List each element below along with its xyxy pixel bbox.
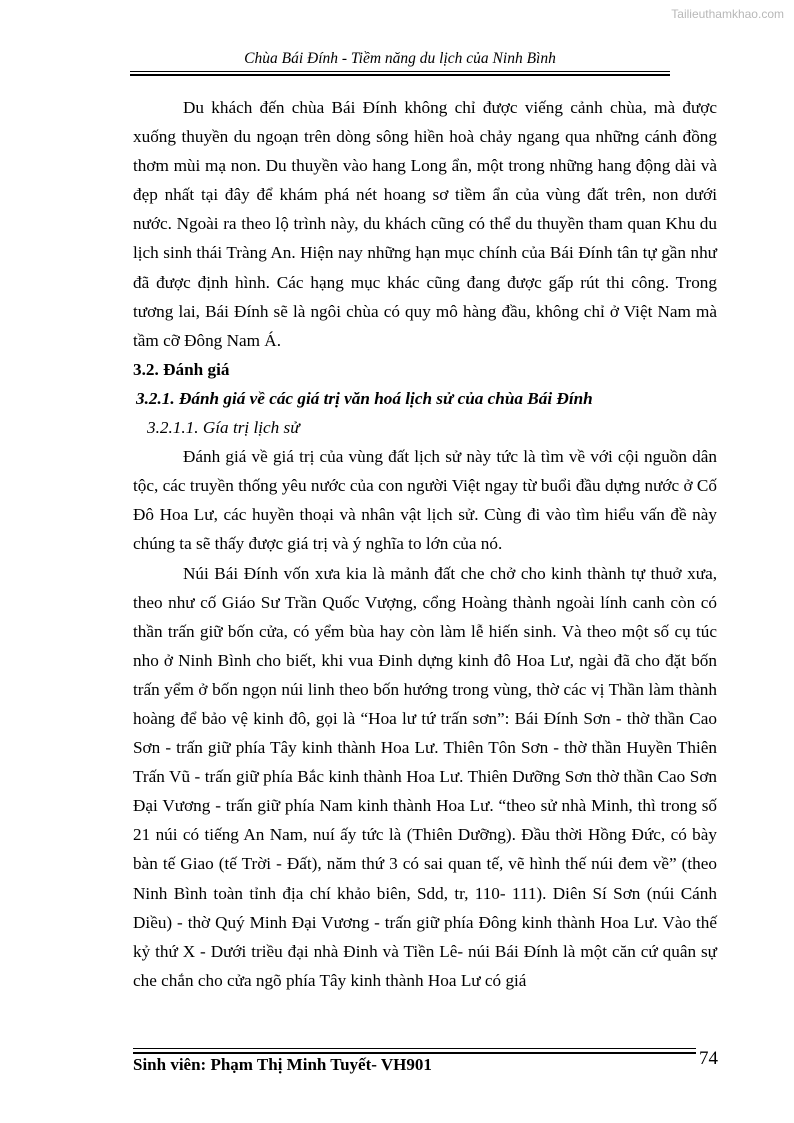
heading-3-2-1-1: 3.2.1.1. Gía trị lịch sử <box>147 418 300 438</box>
header-rule-thin <box>130 71 670 72</box>
header-rule-thick <box>130 74 670 76</box>
heading-3-2-1: 3.2.1. Đánh giá về các giá trị văn hoá lịch sử của chùa Bái Đính <box>136 388 593 408</box>
page-body <box>133 93 717 995</box>
paragraph-tour-description: Du khách đến chùa Bái Đính không chỉ được viếng cảnh chùa, mà được xuống thuyền du ngoạn trên dòng sông hiền hoà chảy ngang qua những cánh đồng thơm mùi mạ non. Du thuyền vào hang Long ẩn, một trong những hang động dài và đẹp nhất tại đây để khám phá nét hoang sơ tiềm ẩn của vùng đất trên, non dưới nước. Ngoài ra theo lộ trình này, du khách cũng có thể du thuyền tham quan Khu du lịch sinh thái Tràng An. Hiện nay những hạn mục chính của Bái Đính tân tự gần như đã được định hình. Các hạng mục khác cũng đang được gấp rút thi công. Trong tương lai, Bái Đính sẽ là ngôi chùa có quy mô hàng đầu, không chỉ ở Việt Nam mà tầm cỡ Đông Nam Á. <box>133 98 717 350</box>
paragraph-historical-value: Đánh giá về giá trị của vùng đất lịch sử này tức là tìm về với cội nguồn dân tộc, các truyền thống yêu nước của con người Việt ngay từ buổi đầu dựng nước ở Cố Đô Hoa Lư, các huyền thoại và nhân vật lịch sử. Cùng đi vào tìm hiểu vấn đề này chúng ta sẽ thấy được giá trị và ý nghĩa to lớn của nó. <box>133 447 717 554</box>
page-header-title: Chùa Bái Đính - Tiềm năng du lịch của Ninh Bình <box>244 50 556 67</box>
paragraph-bai-dinh-mountain: Núi Bái Đính vốn xưa kia là mảnh đất che chở cho kinh thành tự thuở xưa, theo như cố Giáo Sư Trần Quốc Vượng, cổng Hoàng thành ngoài lính canh còn có thần trấn giữ bốn cửa, có yểm bùa hay còn làm lễ hiến sinh. Và theo một số cụ túc nho ở Ninh Bình cho biết, khi vua Đinh dựng kinh đô Hoa Lư, ngài đã cho đặt bốn trấn yểm ở bốn ngọn núi linh theo bốn hướng trong vùng, thờ các vị Thần làm thành hoàng để bảo vệ kinh đô, gọi là “Hoa lư tứ trấn sơn”: Bái Đính Sơn - thờ thần Cao Sơn - trấn giữ phía Tây kinh thành Hoa Lư. Thiên Tôn Sơn - thờ thần Huyền Thiên Trấn Vũ - trấn giữ phía Bắc kinh thành Hoa Lư. Thiên Dưỡng Sơn thờ thần Cao Sơn Đại Vương - trấn giữ phía Nam kinh thành Hoa Lư. “theo sử nhà Minh, thì trong số 21 núi có tiếng An Nam, nuí ấy tức là (Thiên Dưỡng). Đầu thời Hồng Đức, có bày bàn tế Giao (tế Trời - Đất), năm thứ 3 có sai quan tế, vẽ hình thế núi đem về” (theo Ninh Bình toàn tỉnh địa chí khảo biên, Sdd, tr, 110- 111). Diên Sí Sơn (núi Cánh Diều) - thờ Quý Minh Đại Vương - trấn giữ phía Đông kinh thành Hoa Lư. Vào thế kỷ thứ X - Dưới triều đại nhà Đinh và Tiền Lê- núi Bái Đính là một căn cứ quân sự che chắn cho cửa ngõ phía Tây kinh thành Hoa Lư có giá <box>133 563 717 990</box>
watermark: Tailieuthamkhao.com <box>671 7 784 21</box>
page-number: 74 <box>699 1048 718 1069</box>
footer-rule-thin <box>133 1048 696 1049</box>
footer-author: Sinh viên: Phạm Thị Minh Tuyết- VH901 <box>133 1055 432 1074</box>
heading-3-2: 3.2. Đánh giá <box>133 359 230 379</box>
